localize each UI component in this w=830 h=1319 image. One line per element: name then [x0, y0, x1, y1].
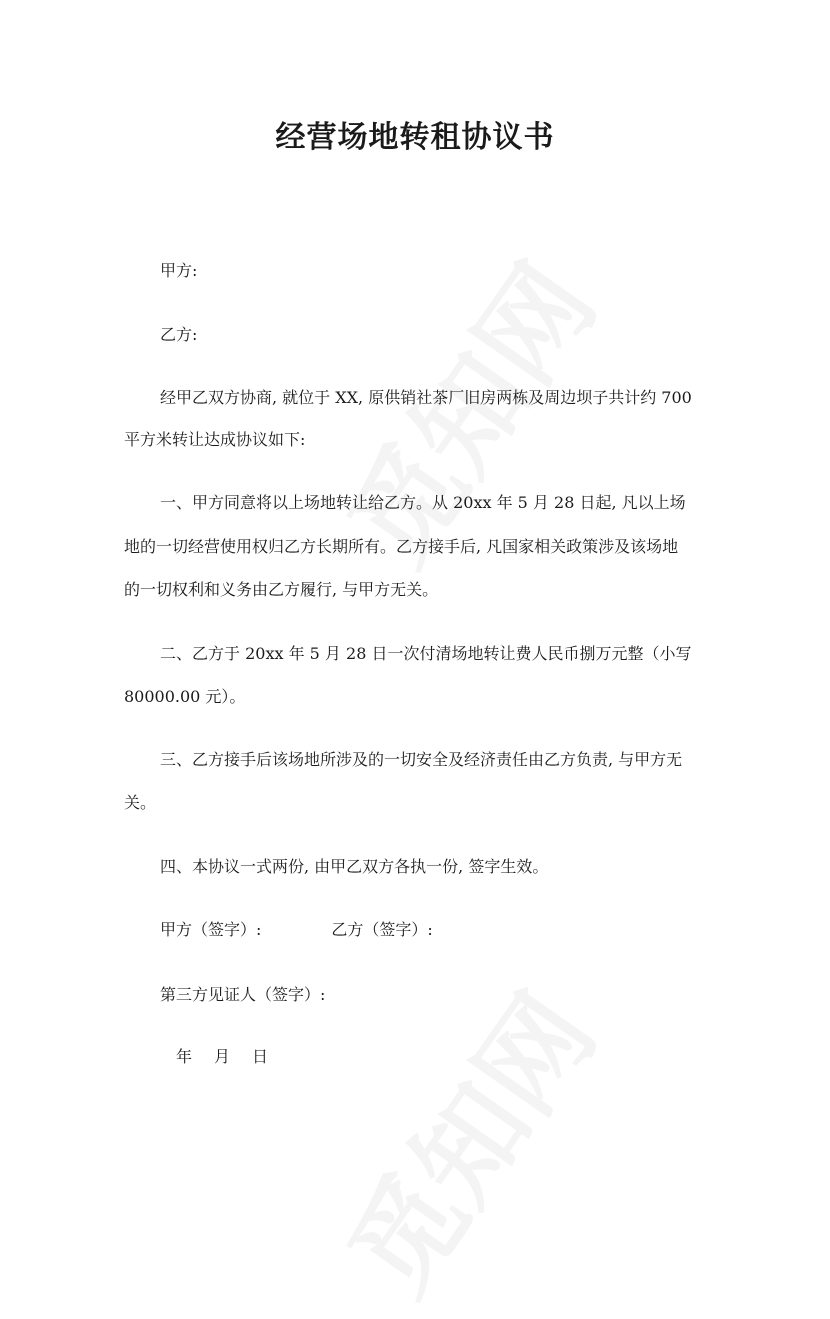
date-month: 月: [214, 1047, 231, 1066]
date-day: 日: [252, 1047, 269, 1066]
date-year: 年: [176, 1047, 193, 1066]
clause-3-line-2: 关。: [124, 793, 157, 812]
document-title: 经营场地转租协议书: [275, 120, 555, 155]
party-b-label: 乙方:: [160, 325, 198, 344]
clause-2-line-1: 二、乙方于 20xx 年 5 月 28 日一次付清场地转让费人民币捌万元整（小写: [160, 644, 692, 663]
clause-1-line-3: 的一切权利和义务由乙方履行, 与甲方无关。: [124, 580, 439, 599]
clause-1-line-1: 一、甲方同意将以上场地转让给乙方。从 20xx 年 5 月 28 日起, 凡以上场: [160, 493, 686, 512]
party-a-label: 甲方:: [160, 261, 198, 280]
party-b-signature-label: 乙方（签字）:: [331, 920, 433, 939]
signature-row: [160, 918, 760, 942]
watermark-bottom: [306, 959, 625, 1319]
clause-2-line-2: 80000.00 元）。: [124, 687, 246, 706]
clause-1-line-2: 地的一切经营使用权归乙方长期所有。乙方接手后, 凡国家相关政策涉及该场地: [124, 537, 679, 556]
clause-4: 四、本协议一式两份, 由甲乙双方各执一份, 签字生效。: [160, 857, 549, 876]
clause-3-line-1: 三、乙方接手后该场地所涉及的一切安全及经济责任由乙方负责, 与甲方无: [160, 750, 683, 769]
witness-signature-label: 第三方见证人（签字）:: [160, 985, 326, 1004]
party-a-signature-label: 甲方（签字）:: [160, 920, 262, 939]
intro-paragraph-line-2: 平方米转让达成协议如下:: [124, 430, 306, 449]
date-row: [176, 1045, 776, 1069]
intro-paragraph-line-1: 经甲乙双方协商, 就位于 XX, 原供销社茶厂旧房两栋及周边坝子共计约 700: [160, 388, 692, 407]
